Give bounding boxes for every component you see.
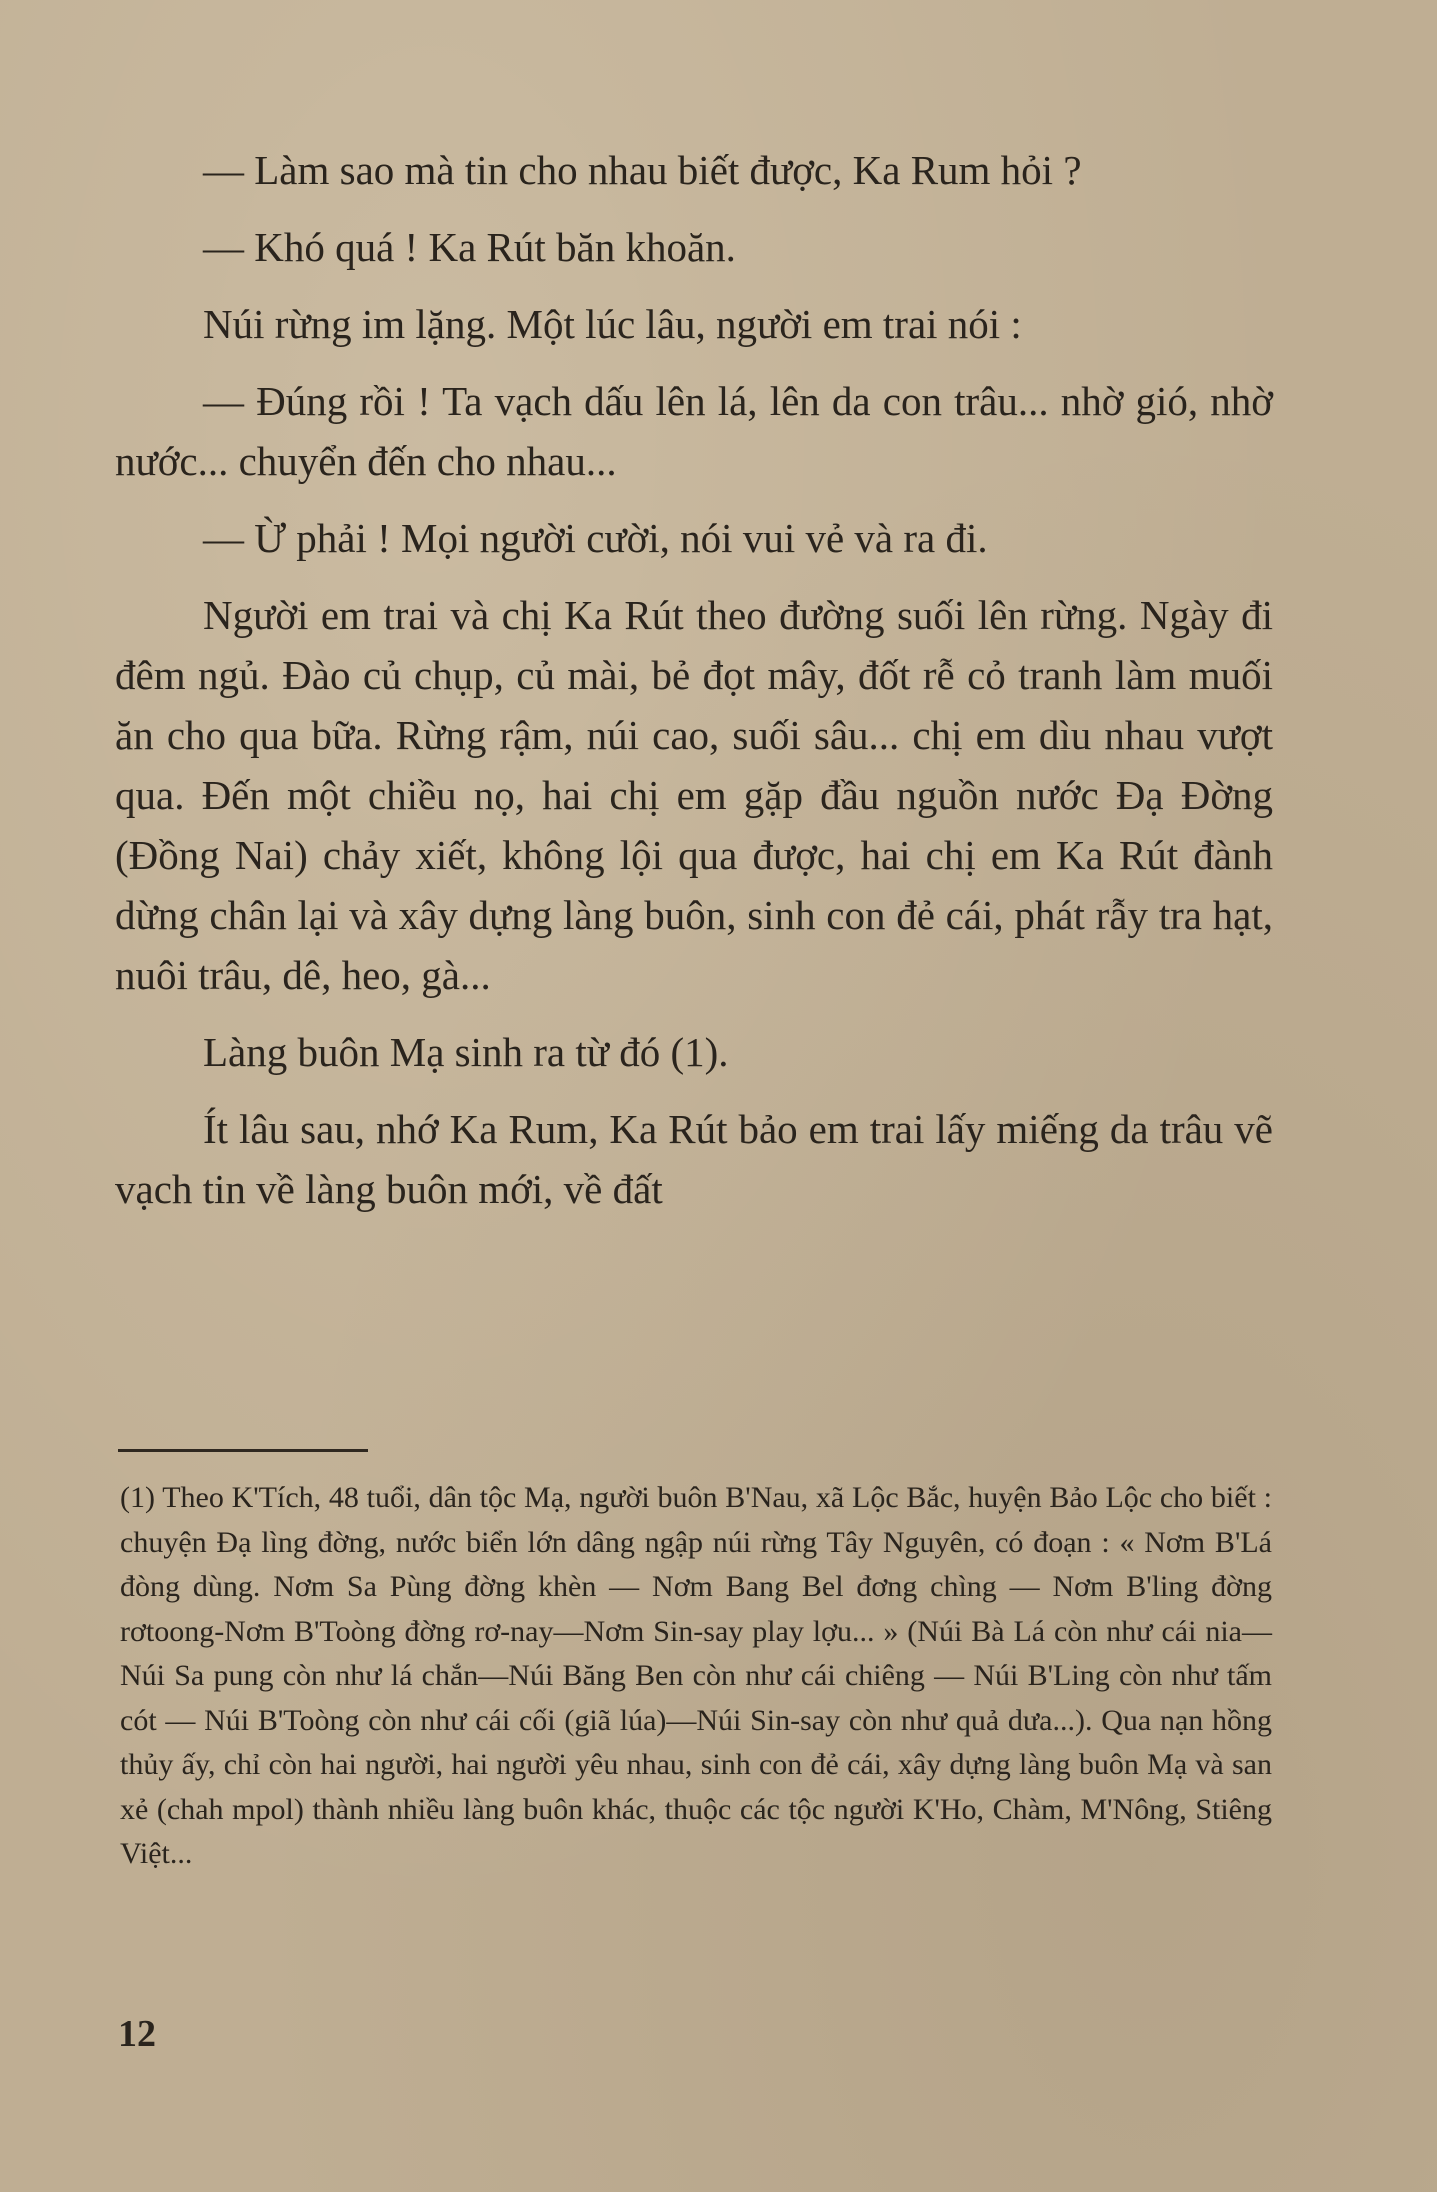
paragraph-2: — Khó quá ! Ka Rút băn khoăn. xyxy=(203,224,736,270)
paragraph-5: — Ừ phải ! Mọi người cười, nói vui vẻ và ra đi. xyxy=(203,515,988,561)
footnote: (1) Theo K'Tích, 48 tuổi, dân tộc Mạ, người buôn B'Nau, xã Lộc Bắc, huyện Bảo Lộc cho biết : chuyện Đạ lìng đờng, nước biển lớn dâng ngập núi rừng Tây Nguyên, có đoạn : « Nơm B'Lá đòng dùng. Nơm Sa Pùng đờng khèn — Nơm Bang Bel đơng chìng — Nơm B'ling đờng rơtoong-Nơm B'Toòng đờng rơ-nay—Nơm Sin-say play lợu... » (Núi Bà Lá còn như cái nia—Núi Sa pung còn như lá chắn—Núi Băng Ben còn như cái chiêng — Núi B'Ling còn như tấm cót — Núi B'Toòng còn như cái cối (giã lúa)—Núi Sin-say còn như quả dưa...). Qua nạn hồng thủy ấy, chỉ còn hai người, hai người yêu nhau, sinh con đẻ cái, xây dựng làng buôn Mạ và san xẻ (chah mpol) thành nhiều làng buôn khác, thuộc các tộc người K'Ho, Chàm, M'Nông, Stiêng Việt... xyxy=(120,1481,1272,1870)
paragraph-7: Làng buôn Mạ sinh ra từ đó (1). xyxy=(203,1029,729,1075)
paragraph-8: Ít lâu sau, nhớ Ka Rum, Ka Rút bảo em trai lấy miếng da trâu vẽ vạch tin về làng buôn mới, về đất xyxy=(115,1106,1273,1212)
paragraph-4: — Đúng rồi ! Ta vạch dấu lên lá, lên da con trâu... nhờ gió, nhờ nước... chuyển đến cho nhau... xyxy=(115,378,1273,484)
main-text xyxy=(115,140,1273,1236)
paragraph-1: — Làm sao mà tin cho nhau biết được, Ka Rum hỏi ? xyxy=(203,147,1082,193)
page-number: 12 xyxy=(118,2013,156,2055)
footnote-divider xyxy=(118,1449,368,1452)
paragraph-3: Núi rừng im lặng. Một lúc lâu, người em trai nói : xyxy=(203,301,1022,347)
paragraph-6: Người em trai và chị Ka Rút theo đường suối lên rừng. Ngày đi đêm ngủ. Đào củ chụp, củ mài, bẻ đọt mây, đốt rễ cỏ tranh làm muối ăn cho qua bữa. Rừng rậm, núi cao, suối sâu... chị em dìu nhau vượt qua. Đến một chiều nọ, hai chị em gặp đầu nguồn nước Đạ Đờng (Đồng Nai) chảy xiết, không lội qua được, hai chị em Ka Rút đành dừng chân lại và xây dựng làng buôn, sinh con đẻ cái, phát rẫy tra hạt, nuôi trâu, dê, heo, gà... xyxy=(115,592,1273,998)
